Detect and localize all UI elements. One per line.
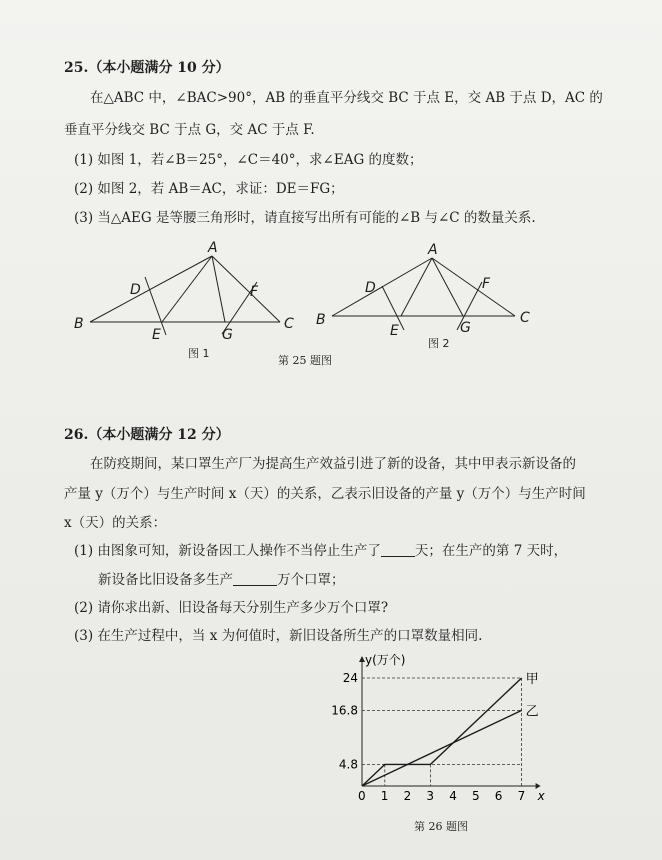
- q26-part1: [74, 541, 567, 561]
- q25-part1: (1) 如图 1，若∠B＝25°，∠C＝40°，求∠EAG 的度数；: [74, 152, 423, 168]
- fig1-caption: 图 1: [188, 347, 210, 360]
- fig1-label-g: G: [222, 327, 233, 343]
- x-tick-label: 0: [358, 789, 366, 803]
- x-tick-label: 1: [380, 789, 389, 803]
- q25-part3: (3) 当△AEG 是等腰三角形时，请直接写出所有可能的∠B 与∠C 的数量关系.: [74, 210, 536, 226]
- series-label-1: 甲: [525, 672, 539, 687]
- fig2-side-ac: [432, 258, 515, 316]
- x-axis-label: x: [537, 789, 545, 803]
- fig2-label-b: B: [316, 312, 326, 328]
- q25-figure-caption: 第 25 题图: [278, 354, 332, 367]
- x-tick-label: 7: [517, 789, 526, 803]
- q26-part1-text-b: 天；在生产的第 7 天时，: [414, 543, 568, 559]
- fig2-label-a: A: [428, 242, 438, 258]
- fig2-segment-ag: [432, 258, 463, 316]
- q26-figure-caption: 第 26 题图: [414, 820, 468, 833]
- fig1-label-b: B: [74, 316, 84, 332]
- fig1-label-c: C: [284, 316, 294, 332]
- q26-part3: (3) 在生产过程中，当 x 为何值时，新旧设备所生产的口罩数量相同.: [74, 628, 483, 644]
- fig1-segment-ag: [212, 256, 225, 322]
- q25-intro-line2: 垂直平分线交 BC 于点 G，交 AC 于点 F.: [64, 122, 315, 138]
- x-tick-label: 6: [494, 789, 503, 803]
- q25-part2: (2) 如图 2，若 AB＝AC，求证：DE＝FG；: [74, 181, 344, 197]
- fig1-side-ab: [90, 256, 212, 322]
- q26-part1-text-c: 新设备比旧设备多生产: [98, 572, 233, 588]
- fig2-label-d: D: [365, 280, 376, 296]
- y-tick-label: 16.8: [331, 703, 358, 718]
- series-label-2: 乙: [525, 704, 539, 720]
- q25-figure-1: [70, 240, 310, 360]
- q26-intro-line1: 在防疫期间，某口罩生产厂为提高生产效益引进了新的设备，其中甲表示新设备的: [90, 456, 576, 472]
- q26-intro-line2: 产量 y（万个）与生产时间 x（天）的关系，乙表示旧设备的产量 y（万个）与生产时间: [64, 486, 586, 502]
- q25-figure-2: [310, 236, 550, 356]
- y-tick-label: 24: [342, 671, 358, 685]
- fig1-label-f: F: [250, 284, 259, 300]
- series-line-2: [362, 710, 522, 786]
- q26-header: 26.（本小题满分 12 分）: [64, 427, 230, 443]
- q26-part2: (2) 请你求出新、旧设备每天分别生产多少万个口罩?: [74, 600, 389, 616]
- y-axis-label: y(万个): [365, 653, 406, 667]
- q26-part1-text-a: (1) 由图象可知，新设备因工人操作不当停止生产了: [74, 543, 381, 559]
- fig1-segment-ae: [162, 256, 212, 322]
- fig1-label-a: A: [208, 240, 218, 256]
- x-tick-label: 4: [449, 789, 457, 803]
- q25-intro-line1: 在△ABC 中，∠BAC>90°，AB 的垂直平分线交 BC 于点 E，交 AB 于点 D，AC 的: [90, 90, 603, 106]
- y-tick-label: 4.8: [338, 757, 358, 772]
- q26-answer-blank-2: [233, 571, 277, 586]
- x-tick-label: 2: [403, 789, 412, 803]
- fig2-label-f: F: [482, 276, 491, 292]
- fig1-label-e: E: [152, 327, 161, 343]
- fig2-label-g: G: [460, 320, 471, 336]
- fig2-label-c: C: [520, 310, 530, 326]
- fig1-label-d: D: [130, 282, 141, 298]
- fig1-side-ac: [212, 256, 280, 322]
- q25-header: 25.（本小题满分 10 分）: [64, 60, 230, 76]
- q26-part1-text-d: 万个口罩；: [277, 572, 345, 588]
- x-tick-label: 3: [426, 789, 435, 803]
- fig2-caption: 图 2: [428, 337, 450, 350]
- x-tick-label: 5: [472, 789, 480, 803]
- q26-part1-cont: [98, 570, 345, 590]
- fig2-label-e: E: [390, 323, 399, 339]
- q26-chart: [330, 648, 560, 814]
- series-line-1: [362, 678, 522, 786]
- q26-answer-blank-1: [381, 542, 415, 557]
- q26-intro-line3: x（天）的关系：: [64, 515, 167, 531]
